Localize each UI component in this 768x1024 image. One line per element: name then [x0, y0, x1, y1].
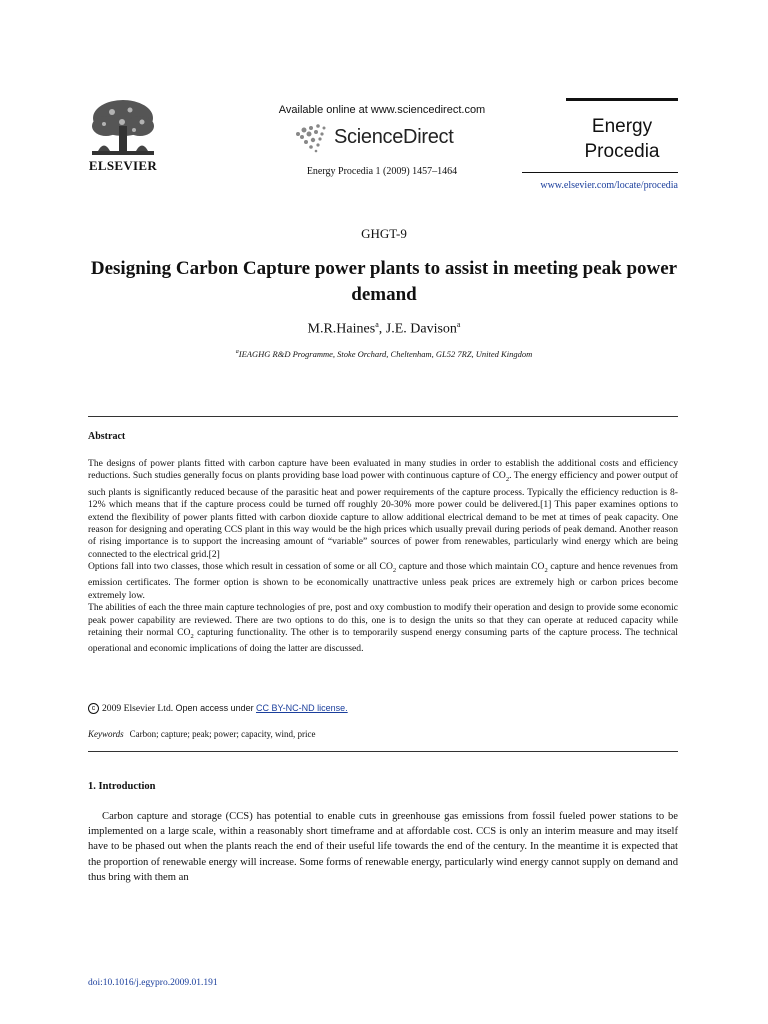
author-affiliation-mark: a — [375, 320, 379, 329]
subscript: 2 — [392, 567, 397, 575]
section-heading: 1. Introduction — [88, 781, 156, 792]
author-name: M.R.Haines — [307, 321, 376, 337]
text-run: . The energy efficiency and power output of such plants is significantly reduced because of the parasitic heat and power requirements of the capture process. Typically the efficiency reduction is 8-12% which means that if the capture process could be turned off roughly 20-30% more power could be delivered.[1] This paper examines options to extend the flexibility of power plants fitted with carbon dioxide capture to allow additional electrical demand to be met at times of peak capacity. One reason for designing and operating CCS plant in this way would be the high prices which usually prevail during periods of peak demand. Another reason of rising importance is to support the increasing amount of “variable” sources of power from renewables, particularly wind energy which are being connected to the electrical grid.[2] — [88, 470, 678, 560]
text-run: The designs of power plants fitted with carbon capture have been evaluated in many studies in order to establish the additional costs and efficiency reductions. Such studies generally focus on plants providing base load power with continuous capture of CO — [88, 458, 678, 482]
abstract-body — [88, 458, 678, 656]
copyright-icon: c — [88, 703, 99, 714]
intro-paragraph: Carbon capture and storage (CCS) has potential to enable cuts in greenhouse gas emissions from fossil fueled power stations to be implemented on a large scale, within a reasonably short timeframe and at affordable cost. CCS is only an interim measure and may itself have to be phased out when the plants reach the end of their useful life towards the end of the century. In the meantime it is expected that the proportion of renewable energy will increase. Some forms of renewable energy, particularly wind energy cannot supply on demand and thus bring with them an — [88, 811, 678, 883]
intro-body — [88, 809, 678, 885]
text-run: capturing functionality. The other is to temporarily suspend energy consuming parts of the capture process. The technical operational and economic implications of doing the latter are discussed. — [88, 627, 678, 655]
publisher-name: ELSEVIER — [88, 158, 158, 173]
author-name: J.E. Davison — [385, 321, 457, 337]
keywords-line — [88, 729, 316, 739]
copyright-text: 2009 Elsevier Ltd. — [102, 703, 174, 714]
sciencedirect-wordmark: ScienceDirect — [334, 126, 454, 148]
conference-name: GHGT-9 — [361, 226, 407, 241]
abstract-paragraph — [88, 602, 678, 656]
journal-url-link[interactable]: www.elsevier.com/locate/procedia — [540, 180, 678, 191]
text-run: capture and those which maintain CO — [396, 561, 545, 573]
available-online-text[interactable]: Available online at www.sciencedirect.com — [278, 104, 486, 116]
doi-link[interactable]: doi:10.1016/j.egypro.2009.01.191 — [88, 978, 218, 988]
journal-title-rule — [566, 98, 678, 101]
journal-citation: Energy Procedia 1 (2009) 1457–1464 — [306, 166, 458, 177]
author-affiliation-mark: a — [456, 320, 461, 329]
license-link[interactable]: CC BY-NC-ND license. — [256, 703, 348, 713]
author-list — [0, 320, 768, 338]
subscript: 2 — [190, 633, 194, 640]
affiliation-text: IEAGHG R&D Programme, Stoke Orchard, Cheltenham, GL52 7RZ, United Kingdom — [238, 349, 533, 359]
author-separator: , — [378, 321, 386, 337]
abstract-top-rule — [88, 416, 678, 417]
journal-url-rule — [522, 172, 678, 173]
abstract-paragraph — [88, 561, 678, 602]
subscript: 2 — [544, 567, 548, 575]
journal-title — [566, 114, 678, 164]
abstract-heading: Abstract — [88, 431, 126, 442]
abstract-bottom-rule — [88, 751, 678, 752]
text-run: capture and hence revenues from emission certificates. The former option is shown to be economically unattractive unless peak prices are extremely high or carbon prices become extremely low. — [88, 561, 679, 601]
affiliation — [0, 349, 768, 359]
paper-title: Designing Carbon Capture power plants to assist in meeting peak power demand — [90, 258, 678, 305]
open-access-text: Open access under — [175, 703, 254, 713]
abstract-paragraph — [88, 458, 678, 561]
text-run: Options fall into two classes, those which result in cessation of some or all CO — [88, 561, 393, 573]
keywords-label: Keywords — [88, 729, 124, 739]
text-run: The abilities of each the three main capture technologies of pre, post and oxy combustion to modify their operation and design to provide some economic peak power capability are reviewed. There are two options to do this, one is to design the units so that they can operate at reduced capacity while retaining their normal CO — [88, 602, 678, 639]
keywords-value: Carbon; capture; peak; power; capacity, wind, price — [129, 729, 316, 739]
journal-title-line2: Procedia — [584, 141, 660, 162]
subscript: 2 — [505, 476, 510, 484]
affiliation-mark: a — [235, 349, 239, 356]
copyright-line — [88, 703, 348, 714]
journal-title-line1: Energy — [591, 116, 653, 137]
